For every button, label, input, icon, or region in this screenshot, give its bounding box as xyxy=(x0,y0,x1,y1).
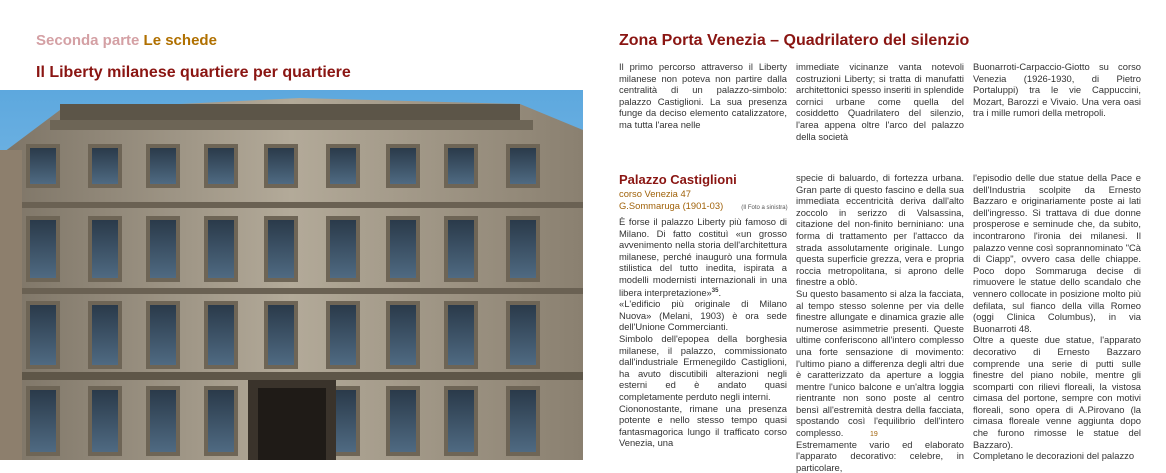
palazzo-heading: Palazzo Castiglioni xyxy=(619,172,737,187)
window xyxy=(448,305,474,365)
body-column-1 xyxy=(619,216,787,449)
body-column-3 xyxy=(973,172,1141,462)
window xyxy=(30,390,56,452)
footnote-ref: 35 xyxy=(711,287,719,294)
window xyxy=(150,220,176,278)
paragraph: Su questo basamento si alza la facciata, al tempo stesso solenne per via delle finestre allungate e dinamica grazie alle numerose asimmetrie presenti. Queste ultime conferiscono all'intero complesso una forte sensazione di movimento: l'ultimo piano a differenza degli altri due è caratterizzato da aperture a loggia mentre l'unico balcone e un'altra loggia rientrante non sono poste al centro bensì all'estremità destra della facciata, spostando così l'equilibrio dell'intero complesso. xyxy=(796,287,964,439)
window xyxy=(208,305,234,365)
window xyxy=(330,148,356,184)
section-name: Le schede xyxy=(143,32,217,49)
window xyxy=(448,220,474,278)
palazzo-info xyxy=(619,188,788,214)
window xyxy=(390,305,416,365)
page-number: 19 xyxy=(870,431,878,438)
window xyxy=(510,305,536,365)
window xyxy=(208,220,234,278)
window xyxy=(208,390,234,452)
palazzo-address: corso Venezia 47 xyxy=(619,188,691,199)
window xyxy=(30,148,56,184)
paragraph: «L'edificio più originale di Milano Nuova» (Melani, 1903) è ora sede dell'Unione Commercianti. xyxy=(619,298,787,333)
paragraph: Simbolo dell'epopea della borghesia milanese, il palazzo, commissionato dall'industriale Ermenegildo Castiglioni, ha avuto discutibili alterazioni negli esterni ed è andato quasi completamente perduto negli interni. xyxy=(619,333,787,403)
window xyxy=(92,148,118,184)
intro-column-2: immediate vicinanze vanta notevoli costruzioni Liberty; si tratta di manufatti architettonici spesso inseriti in splendide cornici urbane come quella del cosiddetto Quadrilatero del silenzio, l'area appena oltre l'arco del palazzo della società xyxy=(796,61,964,142)
section-part: Seconda parte xyxy=(36,32,140,49)
window xyxy=(30,220,56,278)
body-column-2 xyxy=(796,172,964,473)
window xyxy=(150,305,176,365)
window xyxy=(448,390,474,452)
window xyxy=(30,305,56,365)
window xyxy=(268,305,294,365)
window xyxy=(208,148,234,184)
window xyxy=(510,390,536,452)
window xyxy=(150,390,176,452)
left-page-title: Il Liberty milanese quartiere per quartiere xyxy=(36,64,351,81)
paragraph: È forse il palazzo Liberty più famoso di Milano. Di fatto costituì «un grosso avvenimento nella storia dell'architettura milanese, perché inaugurò una formula stilistica del tutto inedita, ispirata a modelli modernisti internazionali in una libera interpretazione»$^{35}$. xyxy=(619,216,787,298)
intro-column-1: Il primo percorso attraverso il Liberty milanese non poteva non partire dalla centralità di un palazzo-simbolo: palazzo Castiglioni. La sua presenza funge da deciso elemento catalizzatore, ma tutta l'area nelle xyxy=(619,61,787,130)
window xyxy=(268,220,294,278)
palazzo-castiglioni-photo xyxy=(0,90,583,460)
paragraph: Ciononostante, rimane una presenza potente e nello stesso tempo quasi fantasmagorica lungo il trafficato corso Venezia, una xyxy=(619,402,787,449)
window xyxy=(92,390,118,452)
intro-column-3: Buonarroti-Carpaccio-Giotto su corso Venezia (1926-1930, di Pietro Portaluppi) tra le vie Cappuccini, Mozart, Barozzi e Vivaio. Una vera oasi tra i mille rumori della metropoli. xyxy=(973,61,1141,119)
left-page xyxy=(0,0,583,460)
window xyxy=(330,305,356,365)
paragraph: specie di baluardo, di fortezza urbana. Gran parte di questo fascino e della sua immediata eccentricità deriva dall'alto zoccolo in serizzo di Valsassina, citazione del non-finito berniniano: una forma di trattamento per l'attacco da strada assolutamente originale. Lungo questa superficie grezza, vera e propria roccia metropolitana, si aprono delle finestre a oblò. xyxy=(796,172,964,288)
paragraph: Estremamente vario ed elaborato l'apparato decorativo: celebre, in particolare, xyxy=(796,438,964,473)
photo-note: (Il Foto a sinistra) xyxy=(741,205,788,211)
window xyxy=(390,390,416,452)
window xyxy=(510,148,536,184)
window xyxy=(92,220,118,278)
window xyxy=(510,220,536,278)
window xyxy=(92,305,118,365)
right-page-title: Zona Porta Venezia – Quadrilatero del silenzio xyxy=(619,32,970,49)
palazzo-architect: G.Sommaruga (1901-03) xyxy=(619,200,724,211)
window xyxy=(330,220,356,278)
paragraph: l'episodio delle due statue della Pace e dell'Industria scolpite da Ernesto Bazzaro e originariamente poste ai lati dell'ingresso. Si trattava di due donne prosperose e seminude che, da subito, incontrarono l'ironia dei milanesi. Il palazzo venne così soprannominato "Cà di Ciapp", ovvero casa delle chiappe. Poco dopo Sommaruga decise di rimuovere le statue dello scandalo che vennero collocate in posizione molto più defilata, sul fianco della villa Romeo (oggi Clinica Columbus), in via Buonarroti 48. xyxy=(973,172,1142,334)
window xyxy=(390,148,416,184)
paragraph: Completano le decorazioni del palazzo xyxy=(973,450,1135,462)
window xyxy=(448,148,474,184)
right-page xyxy=(583,0,1166,473)
section-label xyxy=(36,32,217,49)
window xyxy=(268,148,294,184)
window xyxy=(150,148,176,184)
window xyxy=(390,220,416,278)
paragraph: Oltre a queste due statue, l'apparato decorativo di Ernesto Bazzaro comprende una serie di putti sulle finestre del piano nobile, mentre gli scomparti con rilievi floreali, la vistosa cimasa del portone, sempre con motivi floreali, sono opera di A.Pirovano (la cimasa floreale venne aggiunta dopo che furono rimosse le statue del Bazzaro). xyxy=(973,334,1141,450)
facade-illustration xyxy=(0,90,583,460)
